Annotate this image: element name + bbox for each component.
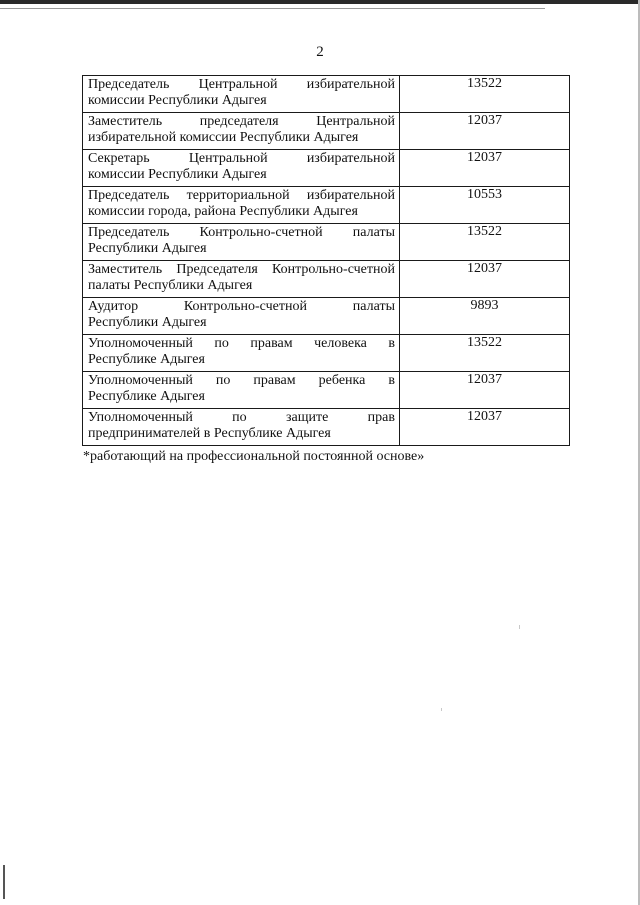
position-cell [83,187,400,224]
amount-cell: 10553 [400,187,570,224]
scan-top-line [0,8,545,9]
position-cell [83,409,400,446]
position-line: Республике Адыгея [88,389,205,404]
scan-top-edge [0,0,638,4]
position-cell [83,224,400,261]
amount-cell: 9893 [400,298,570,335]
position-cell [83,335,400,372]
position-line: палаты Республики Адыгея [88,278,253,293]
position-cell [83,150,400,187]
amount-cell: 12037 [400,409,570,446]
position-line: избирательной комиссии Республики Адыгея [88,130,359,145]
amount-cell: 12037 [400,113,570,150]
scan-speck [441,708,442,711]
position-cell [83,372,400,409]
table-row [83,224,570,261]
table-row [83,113,570,150]
position-line: Председатель территориальной избирательной [88,188,395,203]
position-cell [83,113,400,150]
position-line: Уполномоченный по правам человека в [88,336,395,351]
position-line: Республики Адыгея [88,241,207,256]
position-line: предпринимателей в Республике Адыгея [88,426,331,441]
table-row [83,409,570,446]
table-row [83,187,570,224]
position-line: Аудитор Контрольно-счетной палаты [88,299,395,314]
footnote: *работающий на профессиональной постоянной основе» [83,449,425,464]
amount-cell: 13522 [400,335,570,372]
amount-cell: 13522 [400,224,570,261]
table-row [83,298,570,335]
table-row [83,335,570,372]
position-line: Республики Адыгея [88,315,207,330]
position-cell [83,298,400,335]
amount-cell: 13522 [400,76,570,113]
salary-table [82,75,570,446]
position-line: Заместитель председателя Центральной [88,114,395,129]
position-line: Заместитель Председателя Контрольно-счетной [88,262,395,277]
table-row [83,76,570,113]
table-row [83,150,570,187]
position-cell [83,261,400,298]
position-line: Республике Адыгея [88,352,205,367]
position-cell [83,76,400,113]
position-line: Уполномоченный по защите прав [88,410,395,425]
amount-cell: 12037 [400,261,570,298]
table-row [83,261,570,298]
scan-speck [519,625,520,629]
table-row [83,372,570,409]
position-line: Секретарь Центральной избирательной [88,151,395,166]
position-line: комиссии города, района Республики Адыгея [88,204,358,219]
position-line: комиссии Республики Адыгея [88,93,267,108]
amount-cell: 12037 [400,150,570,187]
amount-cell: 12037 [400,372,570,409]
position-line: Уполномоченный по правам ребенка в [88,373,395,388]
position-line: Председатель Центральной избирательной [88,77,395,92]
position-line: Председатель Контрольно-счетной палаты [88,225,395,240]
position-line: комиссии Республики Адыгея [88,167,267,182]
scan-left-mark [3,865,5,899]
page-number: 2 [316,44,324,60]
